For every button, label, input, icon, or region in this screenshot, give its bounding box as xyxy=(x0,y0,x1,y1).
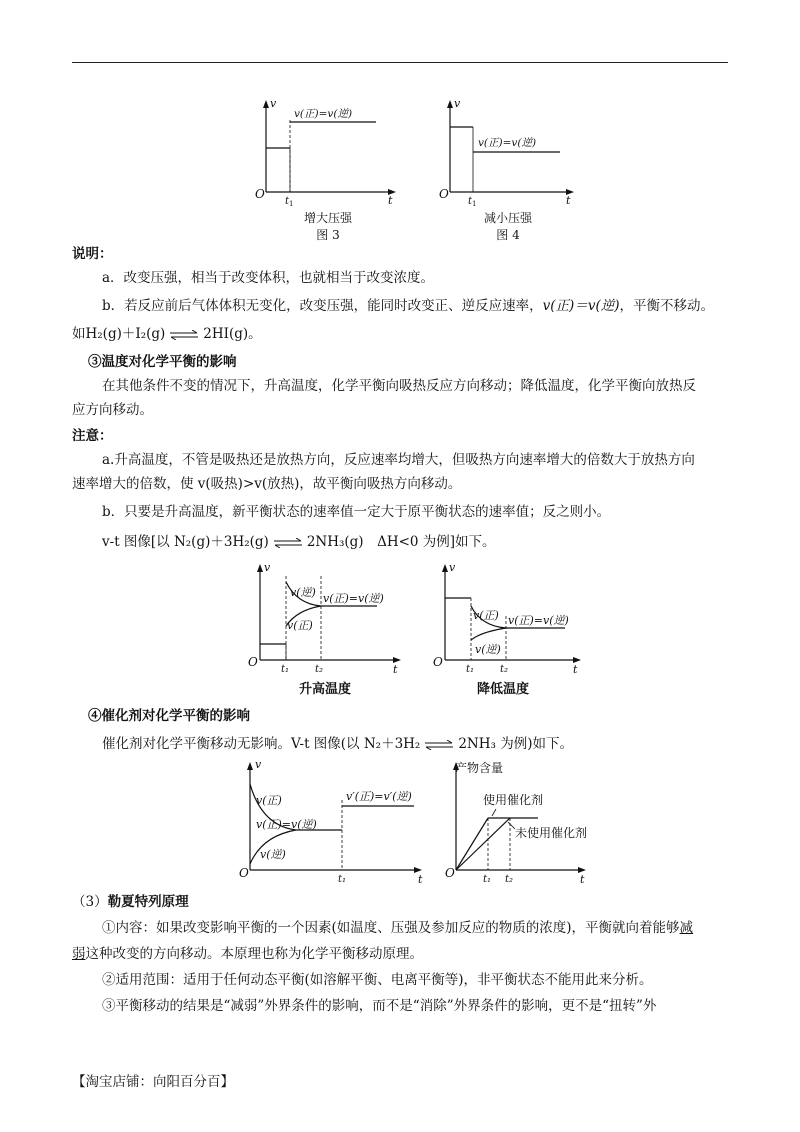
tfig2-t1: t₁ xyxy=(466,664,475,675)
note1-example: 如H₂(g)＋I₂(g) 2HI(g)。 xyxy=(72,326,262,342)
tfig2-axis-t: t xyxy=(573,663,578,676)
figure-3-4 xyxy=(240,92,600,242)
cfig2-unused: 未使用催化剂 xyxy=(515,826,588,840)
fig3-axis-v: v xyxy=(270,97,277,110)
fig3-eq-label: v(正)=v(逆) xyxy=(294,108,353,120)
note1-b: b．若反应前后气体体积无变化，改变压强，能同时改变正、逆反应速率，v(正)＝v(逆)，平衡不移动。 xyxy=(102,298,714,314)
lc-content-2: 弱这种改变的方向移动。本原理也称为化学平衡移动原理。 xyxy=(72,946,423,962)
fig4-caption: 减小压强 xyxy=(483,211,533,225)
tfig1-axis-v: v xyxy=(264,561,271,574)
temp-note-a1: a.升高温度，不管是吸热还是放热方向，反应速率均增大，但吸热方向速率增大的倍数大于放热方向 xyxy=(102,452,695,468)
tfig1-ni: v(逆) xyxy=(290,586,316,599)
temp-p1: 在其他条件不变的情况下，升高温度，化学平衡向吸热反应方向移动；降低温度，化学平衡向放热反 xyxy=(102,378,696,394)
tfig2-zheng: v(正) xyxy=(473,609,499,622)
tfig2-origin: O xyxy=(433,655,443,669)
lc-scope: ②适用范围：适用于任何动态平衡(如溶解平衡、电离平衡等)，非平衡状态不能用此来分析。 xyxy=(102,972,653,988)
tfig2-caption: 降低温度 xyxy=(476,682,530,697)
footer-shop: 【淘宝店铺：向阳百分百】 xyxy=(72,1074,234,1090)
fig3-caption: 增大压强 xyxy=(303,211,353,225)
temp-vt-intro: v-t 图像[以 N₂(g)＋3H₂(g) 2NH₃(g) ΔH<0 为例]如下。 xyxy=(102,534,496,550)
tfig2-eq: v(正)=v(逆) xyxy=(508,614,569,627)
tfig1-origin: O xyxy=(248,655,258,669)
equilibrium-arrow-icon xyxy=(169,330,199,340)
cfig2-axis-t: t xyxy=(580,873,585,886)
cfig2-t1: t₁ xyxy=(483,874,492,885)
figure-lower-temperature xyxy=(433,561,581,697)
cfig2-used: 使用催化剂 xyxy=(483,793,544,807)
temp-p2: 应方向移动。 xyxy=(72,402,153,418)
cfig1-zheng: v(正) xyxy=(256,794,282,807)
figure-4 xyxy=(439,97,574,242)
cfig1-origin: O xyxy=(239,866,249,880)
cfig1-eq2: v′(正)=v′(逆) xyxy=(346,790,412,803)
tfig1-zheng: v(正) xyxy=(287,619,313,632)
cfig2-origin: O xyxy=(445,866,455,880)
fig4-axis-v: v xyxy=(454,97,461,110)
note1-heading: 说明： xyxy=(72,246,113,262)
cfig2-yaxis: 产物含量 xyxy=(455,761,504,775)
equilibrium-arrow-icon xyxy=(273,538,303,548)
cfig1-axis-v: v xyxy=(255,758,262,771)
lc-content-1: ①内容：如果改变影响平衡的一个因素(如温度、压强及参加反应的物质的浓度)，平衡就向着能够减 xyxy=(102,920,694,936)
tfig1-caption: 升高温度 xyxy=(298,682,352,697)
tfig1-t2: t₂ xyxy=(315,664,324,675)
fig4-origin: O xyxy=(439,187,449,201)
fig4-label: 图 4 xyxy=(496,228,520,242)
fig3-axis-t: t xyxy=(388,194,393,207)
cat-heading: ④催化剂对化学平衡的影响 xyxy=(88,708,250,724)
fig3-t1: $t_1$ xyxy=(285,196,294,208)
header-rule xyxy=(72,62,728,63)
tfig2-axis-v: v xyxy=(449,561,456,574)
cat-intro: 催化剂对化学平衡移动无影响。V-t 图像(以 N₂＋3H₂ 2NH₃ 为例)如下。 xyxy=(102,736,573,752)
temp-note-b: b．只要是升高温度，新平衡状态的速率值一定大于原平衡状态的速率值；反之则小。 xyxy=(102,504,611,520)
figure-catalyst-vt xyxy=(239,758,423,886)
lc-result: ③平衡移动的结果是“减弱”外界条件的影响，而不是“消除”外界条件的影响，更不是“扭转”外 xyxy=(102,998,657,1014)
cfig1-ni: v(逆) xyxy=(260,848,286,861)
temp-note-heading: 注意： xyxy=(72,428,113,444)
fig3-label: 图 3 xyxy=(316,228,340,242)
tfig1-axis-t: t xyxy=(393,663,398,676)
fig3-origin: O xyxy=(255,187,265,201)
note1-a: a．改变压强，相当于改变体积，也就相当于改变浓度。 xyxy=(102,270,435,286)
figure-raise-temperature xyxy=(248,561,401,697)
cfig2-t2: t₂ xyxy=(505,874,514,885)
equilibrium-arrow-icon xyxy=(424,740,454,750)
figure-catalyst-product xyxy=(445,760,587,886)
temp-heading: ③温度对化学平衡的影响 xyxy=(88,354,237,370)
cfig1-eq: v(正)=v(逆) xyxy=(256,818,317,831)
lc-heading: （3）勒夏特列原理 xyxy=(72,894,189,910)
temperature-figures xyxy=(235,556,605,700)
tfig2-ni: v(逆) xyxy=(475,643,501,656)
cfig1-t1: t₁ xyxy=(338,874,347,885)
tfig1-t1: t₁ xyxy=(281,664,290,675)
fig4-eq-label: v(正)=v(逆) xyxy=(478,137,537,149)
cfig1-axis-t: t xyxy=(418,873,423,886)
catalyst-figures xyxy=(238,756,598,886)
fig4-axis-t: t xyxy=(566,194,571,207)
tfig1-eq: v(正)=v(逆) xyxy=(323,592,384,605)
tfig2-t2: t₂ xyxy=(500,664,509,675)
figure-3 xyxy=(255,97,396,242)
fig4-t1: $t_1$ xyxy=(468,196,477,208)
temp-note-a2: 速率增大的倍数，使 v(吸热)>v(放热)，故平衡向吸热方向移动。 xyxy=(72,476,462,492)
